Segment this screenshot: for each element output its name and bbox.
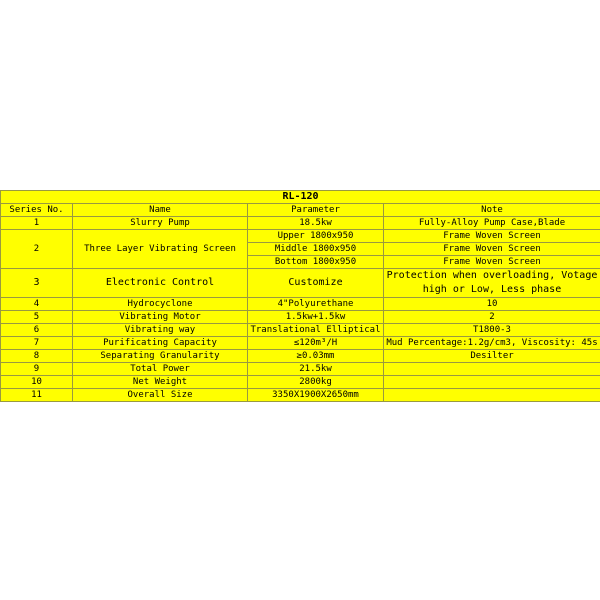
table-row: [1, 269, 600, 298]
cell-no: 6: [1, 324, 73, 337]
cell-name: Slurry Pump: [73, 217, 248, 230]
table-title: RL-120: [1, 191, 600, 204]
table-row: [1, 389, 600, 402]
cell-note: Frame Woven Screen: [384, 230, 600, 243]
cell-no: 8: [1, 350, 73, 363]
cell-no: 7: [1, 337, 73, 350]
cell-no: 5: [1, 311, 73, 324]
cell-no: 1: [1, 217, 73, 230]
cell-parameter: Middle 1800x950: [248, 243, 384, 256]
cell-name: Electronic Control: [73, 269, 248, 298]
cell-name: Overall Size: [73, 389, 248, 402]
cell-name: Vibrating way: [73, 324, 248, 337]
cell-note: [384, 363, 600, 376]
cell-no: 3: [1, 269, 73, 298]
table-row: [1, 337, 600, 350]
cell-name: Separating Granularity: [73, 350, 248, 363]
cell-name: Purificating Capacity: [73, 337, 248, 350]
cell-parameter: 2800kg: [248, 376, 384, 389]
table-row: [1, 311, 600, 324]
header-note: Note: [384, 204, 600, 217]
cell-note: 2: [384, 311, 600, 324]
cell-name: Three Layer Vibrating Screen: [73, 230, 248, 269]
table-row: [1, 217, 600, 230]
cell-note: Mud Percentage:1.2g/cm3, Viscosity: 45s: [384, 337, 600, 350]
table-row: [1, 376, 600, 389]
cell-parameter: ≤120m³/H: [248, 337, 384, 350]
cell-parameter: 21.5kw: [248, 363, 384, 376]
cell-name: Hydrocyclone: [73, 298, 248, 311]
cell-parameter: Translational Elliptical: [248, 324, 384, 337]
cell-parameter: 1.5kw+1.5kw: [248, 311, 384, 324]
cell-parameter: Upper 1800x950: [248, 230, 384, 243]
cell-note: Protection when overloading, Votage high or Low, Less phase: [384, 269, 600, 298]
table-row: [1, 230, 600, 243]
cell-note: T1800-3: [384, 324, 600, 337]
cell-no: 4: [1, 298, 73, 311]
cell-note: [384, 389, 600, 402]
table-row: [1, 324, 600, 337]
cell-no: 9: [1, 363, 73, 376]
cell-name: Net Weight: [73, 376, 248, 389]
table-row: [1, 363, 600, 376]
cell-note: Desilter: [384, 350, 600, 363]
cell-parameter: 3350X1900X2650mm: [248, 389, 384, 402]
header-series-no: Series No.: [1, 204, 73, 217]
table-row: [1, 298, 600, 311]
cell-parameter: 4"Polyurethane: [248, 298, 384, 311]
cell-parameter: ≥0.03mm: [248, 350, 384, 363]
cell-name: Vibrating Motor: [73, 311, 248, 324]
spec-table: [0, 190, 600, 402]
cell-no: 11: [1, 389, 73, 402]
cell-parameter: 18.5kw: [248, 217, 384, 230]
cell-note: Frame Woven Screen: [384, 243, 600, 256]
header-row: [1, 204, 600, 217]
header-name: Name: [73, 204, 248, 217]
cell-note: [384, 376, 600, 389]
cell-name: Total Power: [73, 363, 248, 376]
cell-no: 10: [1, 376, 73, 389]
cell-note: Fully-Alloy Pump Case,Blade: [384, 217, 600, 230]
header-parameter: Parameter: [248, 204, 384, 217]
cell-parameter: Bottom 1800x950: [248, 256, 384, 269]
cell-no: 2: [1, 230, 73, 269]
cell-note: 10: [384, 298, 600, 311]
title-row: [1, 191, 600, 204]
cell-note: Frame Woven Screen: [384, 256, 600, 269]
table-row: [1, 350, 600, 363]
cell-parameter: Customize: [248, 269, 384, 298]
